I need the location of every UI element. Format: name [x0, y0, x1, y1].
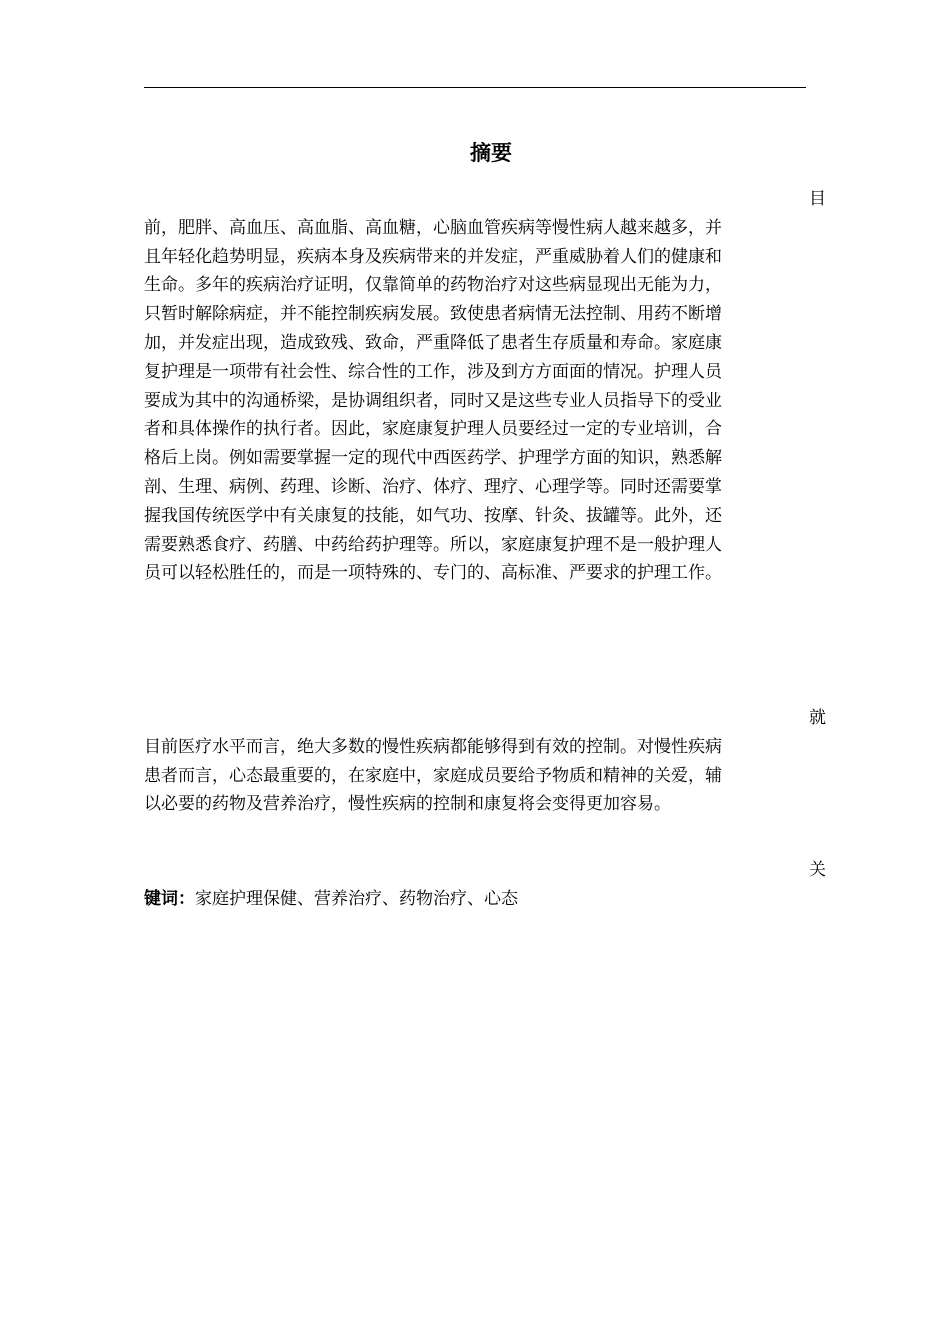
- text-line: 只暂时解除病症，并不能控制疾病发展。致使患者病情无法控制、用药不断增: [144, 304, 722, 325]
- keywords-first-char: 关: [809, 860, 826, 880]
- text-line: 加，并发症出现，造成致残、致命，严重降低了患者生存质量和寿命。家庭康: [144, 332, 722, 353]
- text-line: 复护理是一项带有社会性、综合性的工作，涉及到方方面面的情况。护理人员: [144, 361, 722, 382]
- abstract-paragraph-1: [144, 185, 826, 588]
- paragraph-first-char: 目: [809, 189, 826, 209]
- page-title: 摘要: [470, 141, 512, 165]
- keywords-line: [144, 885, 806, 914]
- text-line: 剖、生理、病例、药理、诊断、治疗、体疗、理疗、心理学等。同时还需要掌: [144, 476, 722, 497]
- text-line: 目前医疗水平而言，绝大多数的慢性疾病都能够得到有效的控制。对慢性疾病: [144, 736, 722, 757]
- paragraph-first-char: 就: [809, 708, 826, 728]
- abstract-paragraph-2: [144, 704, 826, 819]
- text-line: 要成为其中的沟通桥梁，是协调组织者，同时又是这些专业人员指导下的受业: [144, 390, 722, 411]
- text-line: 患者而言，心态最重要的，在家庭中，家庭成员要给予物质和精神的关爱，辅: [144, 765, 722, 786]
- text-line: 员可以轻松胜任的，而是一项特殊的、专门的、高标准、严要求的护理工作。: [144, 563, 722, 584]
- keywords-label: 键词：: [144, 888, 195, 909]
- text-line: 且年轻化趋势明显，疾病本身及疾病带来的并发症，严重威胁着人们的健康和: [144, 246, 722, 267]
- text-line: 生命。多年的疾病治疗证明，仅靠简单的药物治疗对这些病显现出无能为力，: [144, 275, 722, 296]
- text-line: 者和具体操作的执行者。因此，家庭康复护理人员要经过一定的专业培训，合: [144, 419, 722, 440]
- keywords-paragraph: [144, 856, 826, 914]
- text-line: 需要熟悉食疗、药膳、中药给药护理等。所以，家庭康复护理不是一般护理人: [144, 534, 722, 555]
- text-line: 握我国传统医学中有关康复的技能，如气功、按摩、针灸、拔罐等。此外，还: [144, 505, 722, 526]
- text-line: 以必要的药物及营养治疗，慢性疾病的控制和康复将会变得更加容易。: [144, 794, 671, 815]
- text-line: 格后上岗。例如需要掌握一定的现代中西医药学、护理学方面的知识，熟悉解: [144, 448, 722, 469]
- text-line: 前，肥胖、高血压、高血脂、高血糖，心脑血管疾病等慢性病人越来越多，并: [144, 217, 722, 238]
- keywords-text: 家庭护理保健、营养治疗、药物治疗、心态: [195, 888, 518, 909]
- header-rule: [144, 87, 806, 88]
